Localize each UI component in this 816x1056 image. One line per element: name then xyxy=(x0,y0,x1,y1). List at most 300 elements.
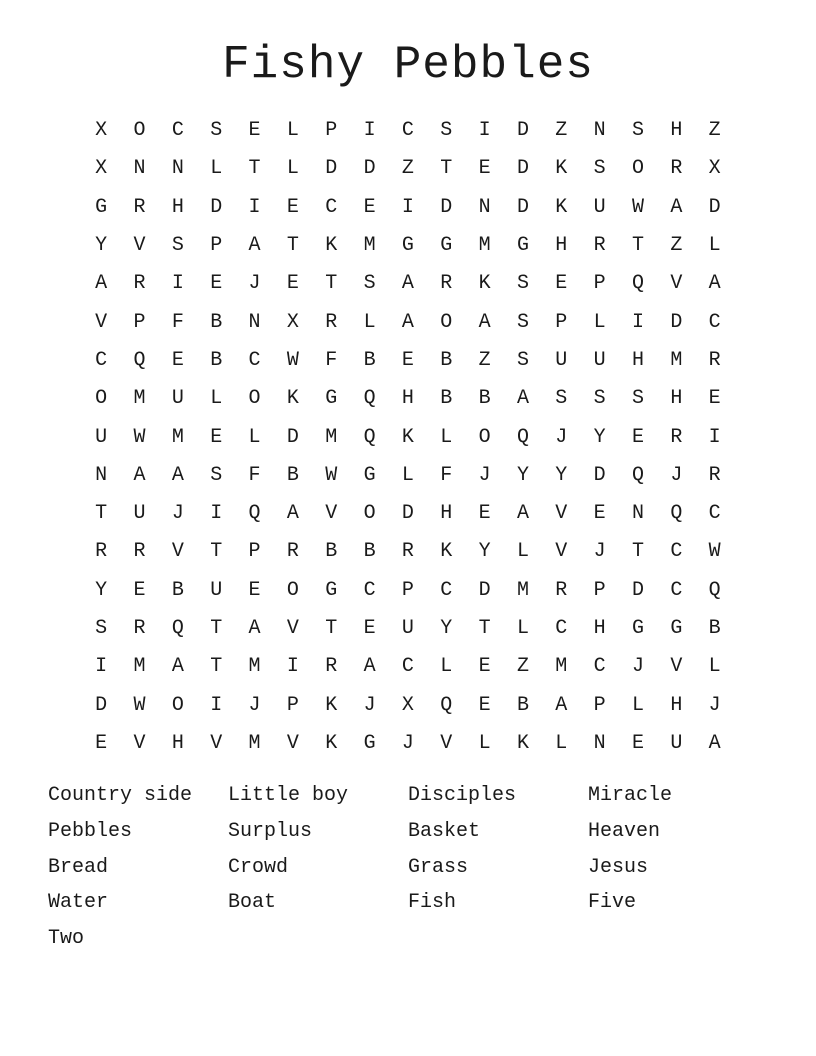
word-list xyxy=(48,780,768,959)
grid-letter: E xyxy=(478,157,491,181)
word-list-item: Jesus xyxy=(588,855,649,879)
grid-letter: C xyxy=(171,119,184,143)
grid-letter: Y xyxy=(516,463,529,487)
grid-letter: I xyxy=(210,693,223,717)
grid-letter: R xyxy=(325,310,338,334)
grid-letter: J xyxy=(363,693,376,717)
grid-letter: S xyxy=(555,387,568,411)
grid-row xyxy=(82,572,734,610)
grid-letter: O xyxy=(631,157,644,181)
grid-letter: K xyxy=(516,731,529,755)
grid-letter: K xyxy=(478,272,491,296)
grid-letter: L xyxy=(248,425,261,449)
grid-letter: Z xyxy=(670,234,683,258)
grid-letter: L xyxy=(440,425,453,449)
grid-letter: S xyxy=(95,617,108,640)
grid-letter: R xyxy=(593,234,606,258)
grid-letter: E xyxy=(363,617,376,640)
grid-letter: I xyxy=(210,502,223,526)
grid-letter: R xyxy=(325,655,338,679)
grid-letter: Y xyxy=(440,617,453,640)
grid-letter: P xyxy=(593,693,606,717)
grid-letter: V xyxy=(286,731,299,755)
grid-letter: D xyxy=(440,195,453,219)
grid-row xyxy=(82,457,734,495)
grid-letter: C xyxy=(708,502,721,526)
grid-letter: E xyxy=(593,502,606,526)
grid-letter: Q xyxy=(516,425,529,449)
grid-letter: S xyxy=(210,119,223,143)
grid-letter: D xyxy=(593,463,606,487)
grid-letter: S xyxy=(631,119,644,143)
grid-letter: E xyxy=(133,578,146,602)
grid-letter: L xyxy=(401,463,414,487)
grid-letter: B xyxy=(516,693,529,717)
grid-letter: K xyxy=(440,540,453,564)
grid-letter: V xyxy=(325,502,338,526)
grid-letter: M xyxy=(555,655,568,679)
grid-letter: T xyxy=(210,540,223,564)
grid-letter: B xyxy=(440,387,453,411)
grid-letter: D xyxy=(286,425,299,449)
word-list-item: Basket xyxy=(408,819,481,843)
grid-letter: A xyxy=(708,272,721,296)
grid-letter: I xyxy=(286,655,299,679)
grid-letter: O xyxy=(363,502,376,526)
grid-letter: J xyxy=(670,463,683,487)
word-list-item: Five xyxy=(588,891,637,915)
grid-letter: M xyxy=(670,348,683,372)
grid-letter: S xyxy=(171,234,184,258)
word-list-item: Grass xyxy=(408,855,469,879)
grid-letter: D xyxy=(516,195,529,219)
grid-letter: A xyxy=(555,693,568,717)
grid-letter: A xyxy=(478,310,491,334)
grid-letter: S xyxy=(363,272,376,296)
grid-row xyxy=(82,418,734,456)
grid-letter: S xyxy=(210,463,223,487)
grid-letter: G xyxy=(363,463,376,487)
grid-letter: I xyxy=(171,272,184,296)
grid-letter: R xyxy=(440,272,453,296)
grid-letter: X xyxy=(708,157,721,181)
grid-letter: R xyxy=(133,617,146,640)
grid-letter: O xyxy=(440,310,453,334)
grid-letter: P xyxy=(555,310,568,334)
word-list-item: Miracle xyxy=(588,784,673,807)
grid-letter: R xyxy=(555,578,568,602)
grid-letter: E xyxy=(478,655,491,679)
grid-letter: U xyxy=(210,578,223,602)
grid-letter: X xyxy=(95,119,108,143)
grid-letter: A xyxy=(171,655,184,679)
grid-letter: U xyxy=(95,425,108,449)
grid-letter: G xyxy=(670,617,683,640)
grid-letter: Z xyxy=(555,119,568,143)
grid-letter: V xyxy=(133,234,146,258)
grid-letter: Q xyxy=(631,272,644,296)
grid-letter: H xyxy=(401,387,414,411)
grid-letter: T xyxy=(286,234,299,258)
grid-letter: C xyxy=(440,578,453,602)
grid-letter: Y xyxy=(555,463,568,487)
grid-row xyxy=(82,265,734,303)
grid-letter: A xyxy=(171,463,184,487)
grid-letter: M xyxy=(248,731,261,755)
grid-letter: X xyxy=(286,310,299,334)
grid-letter: B xyxy=(708,617,721,640)
grid-letter: M xyxy=(248,655,261,679)
grid-letter: P xyxy=(325,119,338,143)
grid-letter: K xyxy=(401,425,414,449)
grid-letter: G xyxy=(440,234,453,258)
grid-letter: S xyxy=(631,387,644,411)
grid-letter: D xyxy=(516,119,529,143)
grid-letter: T xyxy=(325,272,338,296)
grid-letter: E xyxy=(95,731,108,755)
grid-letter: N xyxy=(95,463,108,487)
grid-letter: G xyxy=(325,387,338,411)
grid-letter: Q xyxy=(363,387,376,411)
grid-letter: R xyxy=(708,348,721,372)
grid-letter: C xyxy=(708,310,721,334)
grid-letter: H xyxy=(593,617,606,640)
grid-letter: L xyxy=(708,234,721,258)
word-search-grid xyxy=(82,112,734,763)
grid-letter: M xyxy=(133,387,146,411)
grid-letter: B xyxy=(210,348,223,372)
word-list-item: Bread xyxy=(48,855,109,879)
grid-letter: O xyxy=(478,425,491,449)
grid-letter: U xyxy=(171,387,184,411)
grid-letter: K xyxy=(555,195,568,219)
grid-row xyxy=(82,725,734,763)
grid-letter: T xyxy=(325,617,338,640)
grid-letter: C xyxy=(325,195,338,219)
grid-row xyxy=(82,189,734,227)
grid-letter: V xyxy=(440,731,453,755)
grid-letter: V xyxy=(95,310,108,334)
grid-letter: L xyxy=(516,540,529,564)
word-list-item: Crowd xyxy=(228,855,289,879)
grid-letter: W xyxy=(708,540,721,564)
grid-letter: M xyxy=(171,425,184,449)
word-list-item: Little boy xyxy=(228,784,349,807)
grid-letter: C xyxy=(248,348,261,372)
grid-row xyxy=(82,495,734,533)
word-list-item: Fish xyxy=(408,891,457,915)
grid-letter: G xyxy=(631,617,644,640)
grid-letter: V xyxy=(133,731,146,755)
grid-letter: S xyxy=(593,387,606,411)
grid-letter: E xyxy=(210,272,223,296)
grid-row xyxy=(82,648,734,686)
grid-letter: O xyxy=(286,578,299,602)
grid-letter: H xyxy=(670,119,683,143)
grid-letter: U xyxy=(670,731,683,755)
grid-letter: D xyxy=(631,578,644,602)
grid-letter: U xyxy=(401,617,414,640)
grid-letter: K xyxy=(555,157,568,181)
grid-letter: D xyxy=(708,195,721,219)
grid-letter: E xyxy=(555,272,568,296)
grid-letter: R xyxy=(286,540,299,564)
grid-letter: A xyxy=(248,617,261,640)
grid-letter: J xyxy=(248,693,261,717)
grid-letter: E xyxy=(401,348,414,372)
grid-letter: J xyxy=(478,463,491,487)
word-list-item: Surplus xyxy=(228,819,313,843)
grid-letter: I xyxy=(248,195,261,219)
grid-letter: O xyxy=(95,387,108,411)
grid-letter: L xyxy=(210,157,223,181)
grid-letter: I xyxy=(631,310,644,334)
grid-letter: W xyxy=(631,195,644,219)
grid-letter: W xyxy=(133,425,146,449)
grid-letter: T xyxy=(95,502,108,526)
grid-letter: V xyxy=(171,540,184,564)
grid-letter: T xyxy=(210,655,223,679)
grid-letter: R xyxy=(133,195,146,219)
grid-letter: I xyxy=(708,425,721,449)
grid-letter: L xyxy=(210,387,223,411)
grid-letter: Z xyxy=(478,348,491,372)
grid-letter: N xyxy=(248,310,261,334)
grid-letter: K xyxy=(325,731,338,755)
grid-letter: E xyxy=(478,693,491,717)
grid-letter: Q xyxy=(363,425,376,449)
grid-letter: R xyxy=(670,425,683,449)
grid-letter: Q xyxy=(708,578,721,602)
grid-letter: C xyxy=(401,119,414,143)
grid-letter: M xyxy=(133,655,146,679)
grid-letter: B xyxy=(363,540,376,564)
grid-letter: R xyxy=(95,540,108,564)
word-list-item: Pebbles xyxy=(48,819,133,843)
grid-letter: I xyxy=(95,655,108,679)
grid-letter: A xyxy=(708,731,721,755)
grid-letter: Q xyxy=(670,502,683,526)
grid-letter: A xyxy=(516,387,529,411)
grid-letter: K xyxy=(286,387,299,411)
grid-letter: A xyxy=(401,310,414,334)
grid-row xyxy=(82,112,734,150)
grid-letter: E xyxy=(248,578,261,602)
grid-letter: J xyxy=(248,272,261,296)
word-list-item: Water xyxy=(48,891,109,915)
grid-letter: L xyxy=(478,731,491,755)
grid-letter: P xyxy=(401,578,414,602)
grid-row xyxy=(82,303,734,341)
grid-letter: V xyxy=(555,540,568,564)
grid-letter: H xyxy=(171,195,184,219)
grid-letter: U xyxy=(593,348,606,372)
grid-row xyxy=(82,380,734,418)
grid-letter: Y xyxy=(478,540,491,564)
grid-letter: Z xyxy=(401,157,414,181)
grid-letter: P xyxy=(210,234,223,258)
grid-letter: E xyxy=(286,272,299,296)
grid-letter: L xyxy=(631,693,644,717)
grid-letter: I xyxy=(478,119,491,143)
grid-letter: X xyxy=(95,157,108,181)
grid-letter: G xyxy=(95,195,108,219)
grid-letter: N xyxy=(133,157,146,181)
grid-row xyxy=(82,150,734,188)
grid-letter: V xyxy=(210,731,223,755)
grid-letter: E xyxy=(171,348,184,372)
grid-letter: R xyxy=(401,540,414,564)
grid-letter: D xyxy=(363,157,376,181)
grid-letter: D xyxy=(95,693,108,717)
grid-letter: Y xyxy=(593,425,606,449)
grid-letter: A xyxy=(133,463,146,487)
grid-letter: E xyxy=(631,731,644,755)
grid-letter: O xyxy=(133,119,146,143)
grid-letter: U xyxy=(593,195,606,219)
grid-letter: D xyxy=(670,310,683,334)
grid-letter: V xyxy=(555,502,568,526)
grid-letter: B xyxy=(440,348,453,372)
grid-letter: G xyxy=(325,578,338,602)
grid-row xyxy=(82,533,734,571)
grid-letter: B xyxy=(478,387,491,411)
grid-letter: N xyxy=(171,157,184,181)
grid-letter: B xyxy=(325,540,338,564)
grid-letter: J xyxy=(708,693,721,717)
grid-letter: W xyxy=(133,693,146,717)
grid-letter: T xyxy=(210,617,223,640)
grid-letter: I xyxy=(363,119,376,143)
grid-letter: J xyxy=(401,731,414,755)
word-list-item: Boat xyxy=(228,891,277,915)
grid-letter: Q xyxy=(133,348,146,372)
grid-letter: D xyxy=(516,157,529,181)
grid-letter: C xyxy=(670,578,683,602)
grid-letter: Q xyxy=(248,502,261,526)
grid-letter: F xyxy=(171,310,184,334)
grid-letter: L xyxy=(440,655,453,679)
grid-letter: T xyxy=(631,540,644,564)
grid-letter: P xyxy=(133,310,146,334)
grid-letter: M xyxy=(363,234,376,258)
grid-letter: B xyxy=(363,348,376,372)
grid-letter: L xyxy=(708,655,721,679)
grid-letter: S xyxy=(593,157,606,181)
grid-letter: J xyxy=(555,425,568,449)
word-list-item: Disciples xyxy=(408,784,517,807)
grid-letter: C xyxy=(670,540,683,564)
grid-letter: E xyxy=(631,425,644,449)
grid-row xyxy=(82,686,734,724)
grid-letter: H xyxy=(555,234,568,258)
grid-letter: H xyxy=(670,693,683,717)
grid-letter: R xyxy=(670,157,683,181)
grid-letter: D xyxy=(325,157,338,181)
word-list-item: Two xyxy=(48,927,85,951)
grid-letter: H xyxy=(171,731,184,755)
grid-letter: H xyxy=(631,348,644,372)
grid-letter: W xyxy=(286,348,299,372)
grid-letter: E xyxy=(478,502,491,526)
grid-letter: J xyxy=(631,655,644,679)
grid-letter: A xyxy=(363,655,376,679)
grid-letter: H xyxy=(440,502,453,526)
grid-letter: L xyxy=(593,310,606,334)
grid-letter: Q xyxy=(631,463,644,487)
grid-letter: U xyxy=(555,348,568,372)
grid-letter: N xyxy=(631,502,644,526)
grid-letter: T xyxy=(631,234,644,258)
grid-letter: L xyxy=(516,617,529,640)
grid-row xyxy=(82,227,734,265)
grid-letter: T xyxy=(440,157,453,181)
grid-row xyxy=(82,342,734,380)
grid-letter: T xyxy=(248,157,261,181)
grid-letter: Q xyxy=(171,617,184,640)
grid-letter: B xyxy=(286,463,299,487)
grid-letter: S xyxy=(516,310,529,334)
grid-letter: P xyxy=(248,540,261,564)
word-list-item: Country side xyxy=(48,784,193,807)
grid-letter: M xyxy=(478,234,491,258)
grid-letter: F xyxy=(440,463,453,487)
grid-letter: N xyxy=(593,119,606,143)
grid-letter: A xyxy=(670,195,683,219)
grid-letter: V xyxy=(286,617,299,640)
grid-letter: S xyxy=(516,272,529,296)
grid-letter: Q xyxy=(440,693,453,717)
grid-letter: T xyxy=(478,617,491,640)
grid-letter: L xyxy=(363,310,376,334)
grid-letter: I xyxy=(401,195,414,219)
word-list-item: Heaven xyxy=(588,819,661,843)
grid-letter: P xyxy=(593,272,606,296)
grid-letter: F xyxy=(325,348,338,372)
grid-letter: A xyxy=(286,502,299,526)
grid-letter: G xyxy=(516,234,529,258)
grid-letter: B xyxy=(210,310,223,334)
grid-letter: P xyxy=(286,693,299,717)
grid-letter: C xyxy=(555,617,568,640)
grid-letter: E xyxy=(210,425,223,449)
grid-letter: H xyxy=(670,387,683,411)
grid-letter: C xyxy=(363,578,376,602)
grid-letter: C xyxy=(593,655,606,679)
grid-letter: V xyxy=(670,272,683,296)
grid-letter: R xyxy=(708,463,721,487)
grid-letter: P xyxy=(593,578,606,602)
grid-letter: A xyxy=(248,234,261,258)
grid-letter: N xyxy=(478,195,491,219)
grid-letter: O xyxy=(248,387,261,411)
grid-letter: E xyxy=(363,195,376,219)
grid-letter: V xyxy=(670,655,683,679)
grid-letter: C xyxy=(95,348,108,372)
grid-letter: C xyxy=(401,655,414,679)
grid-letter: D xyxy=(478,578,491,602)
grid-letter: U xyxy=(133,502,146,526)
grid-letter: J xyxy=(593,540,606,564)
grid-letter: Z xyxy=(708,119,721,143)
grid-letter: Z xyxy=(516,655,529,679)
grid-letter: F xyxy=(248,463,261,487)
grid-letter: G xyxy=(363,731,376,755)
grid-letter: L xyxy=(286,119,299,143)
grid-letter: S xyxy=(516,348,529,372)
grid-letter: S xyxy=(440,119,453,143)
grid-letter: D xyxy=(210,195,223,219)
